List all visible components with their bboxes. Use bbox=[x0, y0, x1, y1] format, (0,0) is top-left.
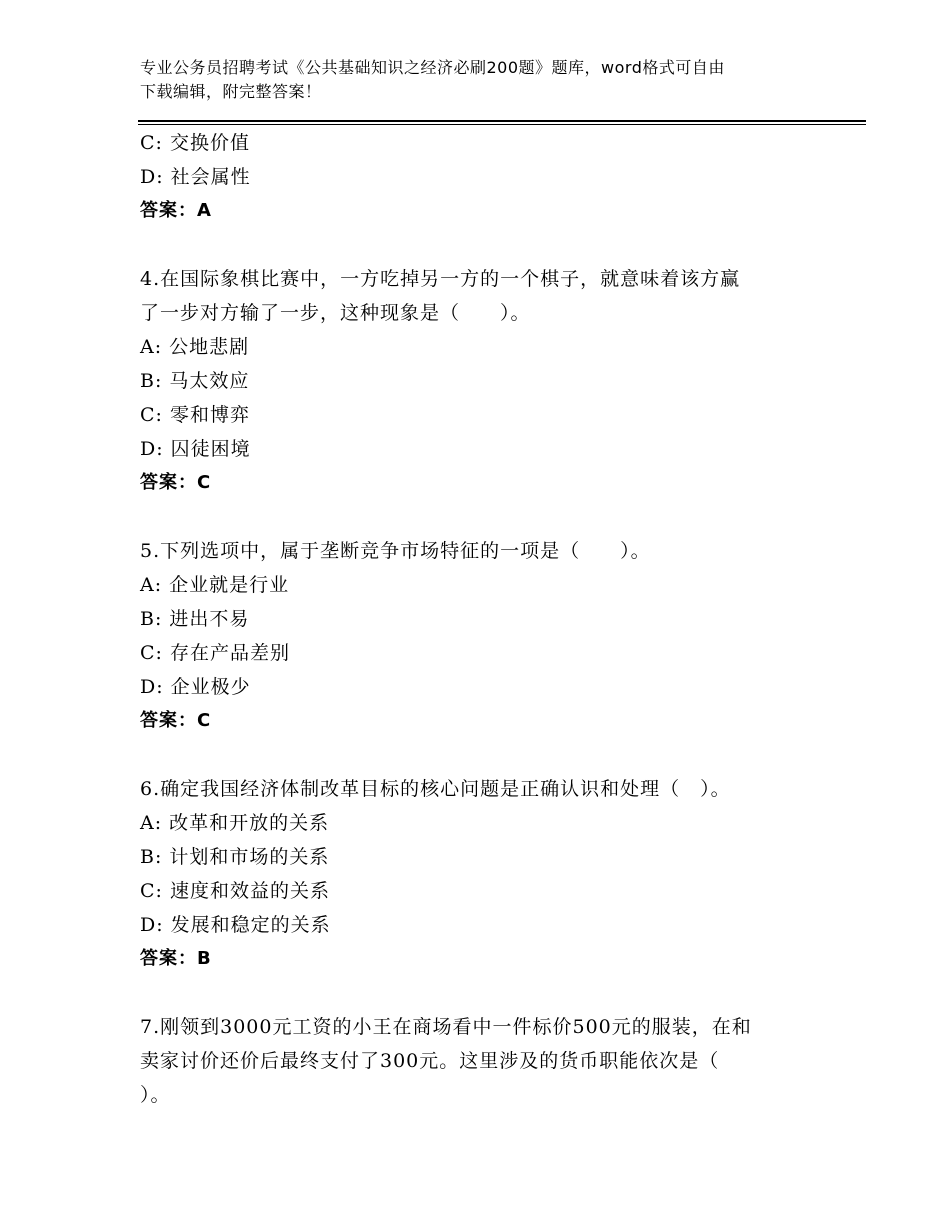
option-b: B: 马太效应 bbox=[140, 370, 250, 392]
spacer bbox=[140, 738, 820, 772]
option-d: D: 囚徒困境 bbox=[140, 438, 251, 460]
option-c: C: 速度和效益的关系 bbox=[140, 880, 330, 902]
question-stem: ）。 bbox=[140, 1084, 171, 1106]
header-line-1: 专业公务员招聘考试《公共基础知识之经济必刷200题》题库，word格式可自由 bbox=[140, 58, 725, 77]
spacer bbox=[140, 976, 820, 1010]
answer: 答案：C bbox=[140, 710, 212, 731]
option-d: D: 社会属性 bbox=[140, 166, 251, 188]
document-header bbox=[140, 56, 820, 104]
option-c: C: 交换价值 bbox=[140, 132, 250, 154]
option-c: C: 存在产品差别 bbox=[140, 642, 290, 664]
answer: 答案：B bbox=[140, 948, 212, 969]
question-stem: 卖家讨价还价后最终支付了300元。这里涉及的货币职能依次是（ bbox=[140, 1050, 720, 1072]
question-list bbox=[140, 126, 820, 1112]
question-stem: 7.刚领到3000元工资的小王在商场看中一件标价500元的服装，在和 bbox=[140, 1016, 752, 1038]
spacer bbox=[140, 500, 820, 534]
option-b: B: 进出不易 bbox=[140, 608, 250, 630]
question-4 bbox=[140, 262, 820, 500]
question-7 bbox=[140, 1010, 820, 1112]
option-c: C: 零和博弈 bbox=[140, 404, 250, 426]
question-stem: 5.下列选项中，属于垄断竞争市场特征的一项是（ ）。 bbox=[140, 540, 651, 562]
option-a: A: 企业就是行业 bbox=[140, 574, 290, 596]
answer: 答案：A bbox=[140, 200, 212, 221]
option-a: A: 改革和开放的关系 bbox=[140, 812, 330, 834]
option-a: A: 公地悲剧 bbox=[140, 336, 250, 358]
option-b: B: 计划和市场的关系 bbox=[140, 846, 330, 868]
question-3-tail bbox=[140, 126, 820, 228]
header-divider bbox=[138, 120, 866, 125]
header-line-2: 下载编辑，附完整答案！ bbox=[140, 82, 322, 101]
question-6 bbox=[140, 772, 820, 976]
question-stem: 了一步对方输了一步，这种现象是（ ）。 bbox=[140, 302, 531, 324]
spacer bbox=[140, 228, 820, 262]
option-d: D: 企业极少 bbox=[140, 676, 251, 698]
answer: 答案：C bbox=[140, 472, 212, 493]
question-stem: 4.在国际象棋比赛中，一方吃掉另一方的一个棋子，就意味着该方赢 bbox=[140, 268, 741, 290]
option-d: D: 发展和稳定的关系 bbox=[140, 914, 331, 936]
question-5 bbox=[140, 534, 820, 738]
question-stem: 6.确定我国经济体制改革目标的核心问题是正确认识和处理（ ）。 bbox=[140, 778, 731, 800]
